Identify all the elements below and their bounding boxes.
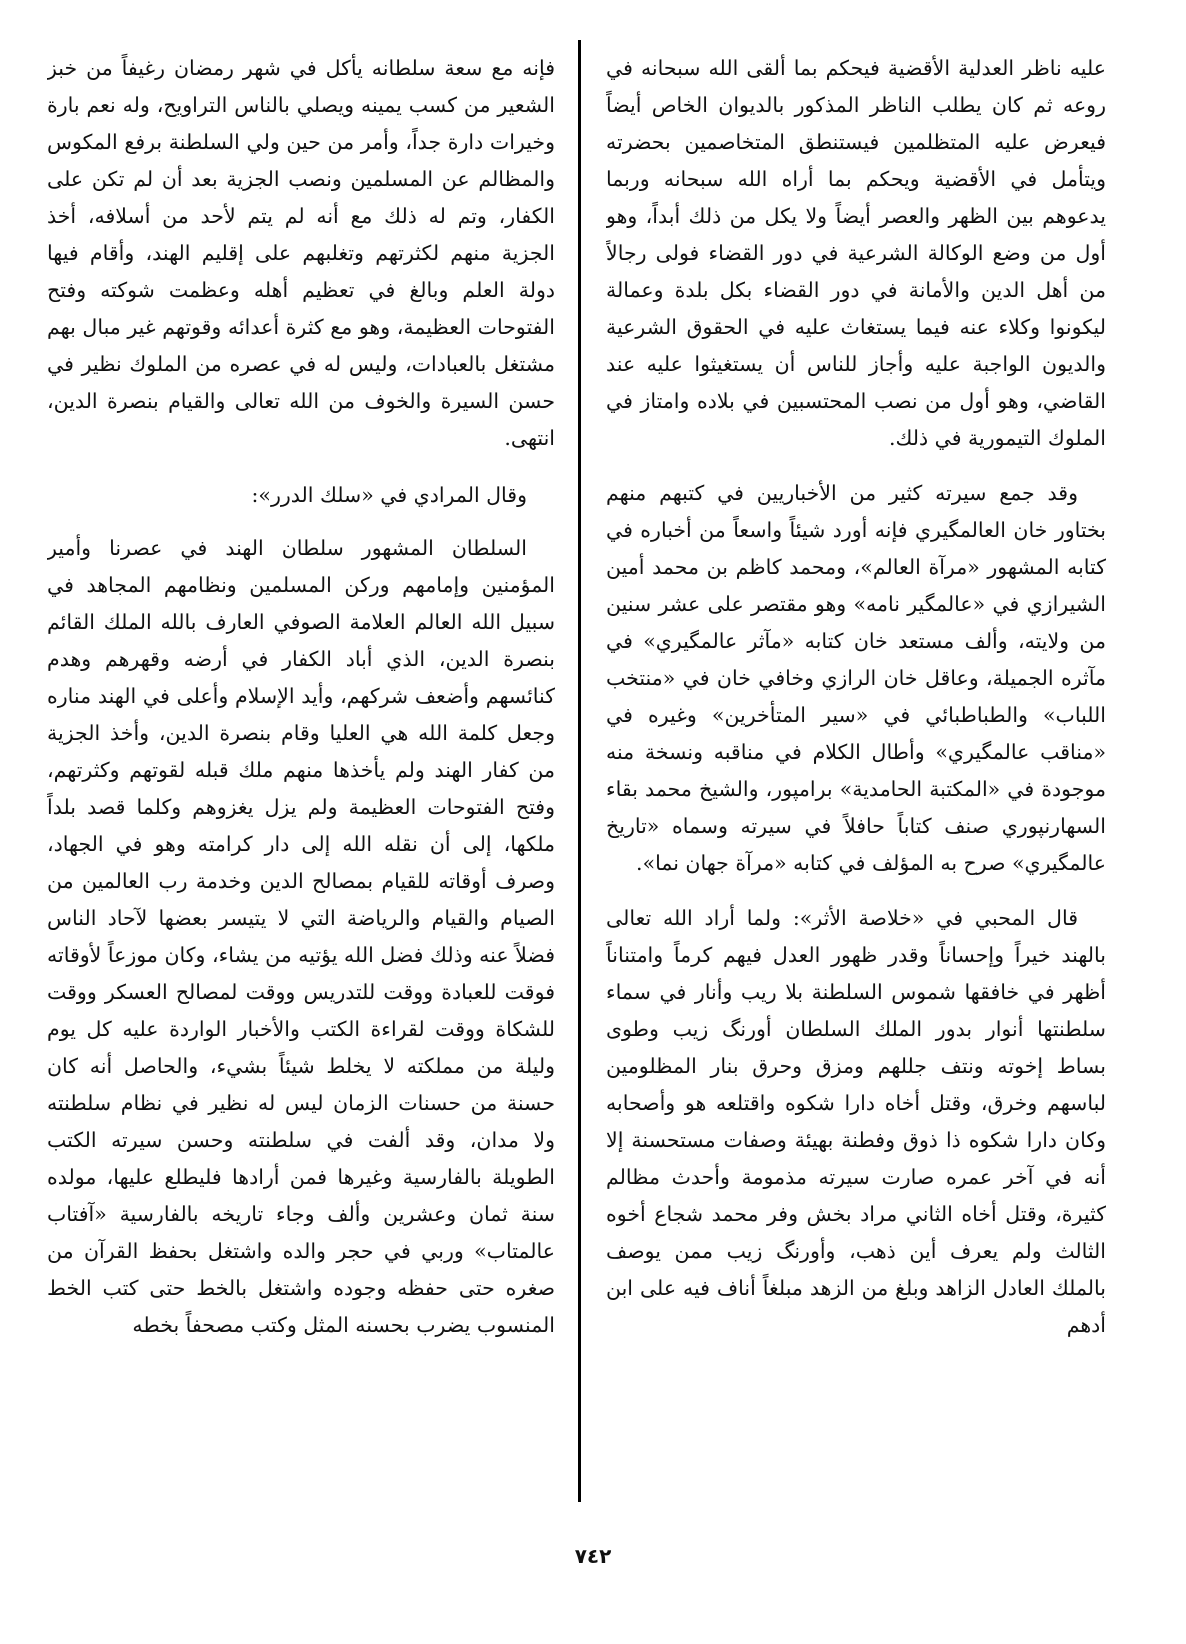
column-divider — [578, 40, 581, 1502]
right-paragraph-3: قال المحبي في «خلاصة الأثر»: ولما أراد الله تعالى بالهند خيراً وإحساناً وقدر ظهور العدل فيهم كرماً وامتناناً أظهر في خافقها شموس السلطنة بلا ريب وأنار في سماء سلطنتها أنوار بدور الملك السلطان أورنگ زيب وطوى بساط إخوته ونتف جللهم ومزق وحرق بنار المظلومين لباسهم وخرق، وقتل أخاه دارا شكوه واقتلعه هو وأصحابه وكان دارا شكوه ذا ذوق وفطنة بهيئة وصفات مستحسنة إلا أنه في آخر عمره صارت سيرته مذمومة وأحدث مظالم كثيرة، وقتل أخاه الثاني مراد بخش وفر محمد شجاع أخوه الثالث ولم يعرف أين ذهب، وأورنگ زيب ممن يوصف بالملك العادل الزاهد وبلغ من الزهد مبلغاً أناف فيه على ابن أدهم — [606, 906, 1106, 1337]
page-number: ٧٤٢ — [574, 1544, 612, 1568]
right-paragraph-1: عليه ناظر العدلية الأقضية فيحكم بما ألقى الله سبحانه في روعه ثم كان يطلب الناظر المذكور بالديوان الخاص أيضاً فيعرض عليه المتظلمين فيستنطق المتخاصمين بحضرته ويتأمل في الأقضية ويحكم بما أراه الله سبحانه وربما يدعوهم بين الظهر والعصر أيضاً ولا يكل من ذلك أبداً، وهو أول من وضع الوكالة الشرعية في دور القضاء فولى رجالاً من أهل الدين والأمانة في دور القضاء بكل بلدة وعمالة ليكونوا وكلاء عنه فيما يستغاث عليه في الحقوق الشرعية والديون الواجبة عليه وأجاز للناس أن يستغيثوا عليه عند القاضي، وهو أول من نصب المحتسبين في بلاده وامتاز في الملوك التيمورية في ذلك. — [606, 56, 1106, 450]
right-paragraph-2: وقد جمع سيرته كثير من الأخباريين في كتبهم منهم بختاور خان العالمگيري فإنه أورد شيئاً واسعاً من أخباره في كتابه المشهور «مرآة العالم»، ومحمد كاظم بن محمد أمين الشيرازي في «عالمگير نامه» وهو مقتصر على عشر سنين من ولايته، وألف مستعد خان كتابه «مآثر عالمگيري» في مآثره الجميلة، وعاقل خان الرازي وخافي خان في «منتخب اللباب» والطباطبائي في «سير المتأخرين» وغيره في «مناقب عالمگيري» وأطال الكلام في مناقبه ونسخة منه موجودة في «المكتبة الحامدية» برامپور، والشيخ محمد بقاء السهارنپوري صنف كتاباً حافلاً في سيرته وسماه «تاريخ عالمگيري» صرح به المؤلف في كتابه «مرآة جهان نما». — [606, 481, 1106, 875]
left-paragraph-1: فإنه مع سعة سلطانه يأكل في شهر رمضان رغيفاً من خبز الشعير من كسب يمينه ويصلي بالناس التراويح، وله نعم بارة وخيرات دارة جداً، وأمر من حين ولي السلطنة برفع المكوس والمظالم عن المسلمين ونصب الجزية بعد أن لم تكن على الكفار، وتم له ذلك مع أنه لم يتم لأحد من أسلافه، أخذ الجزية منهم لكثرتهم وتغلبهم على إقليم الهند، وأقام فيها دولة العلم وبالغ في تعظيم أهله وعظمت شوكته وفتح الفتوحات العظيمة، وهو مع كثرة أعدائه وقوتهم غير مبال بهم مشتغل بالعبادات، وليس له في عصره من الملوك نظير في حسن السيرة والخوف من الله تعالى والقيام بنصرة الدين، انتهى. — [47, 56, 555, 450]
left-column — [47, 50, 555, 1520]
left-paragraph-2: السلطان المشهور سلطان الهند في عصرنا وأمير المؤمنين وإمامهم وركن المسلمين ونظامهم المجاهد في سبيل الله العالم العلامة الصوفي العارف بالله الملك القائم بنصرة الدين، الذي أباد الكفار في أرضه وقهرهم وهدم كنائسهم وأضعف شركهم، وأيد الإسلام وأعلى في الهند مناره وجعل كلمة الله هي العليا وقام بنصرة الدين، وأخذ الجزية من كفار الهند ولم يأخذها منهم ملك قبله لقوتهم وكثرتهم، وفتح الفتوحات العظيمة ولم يزل يغزوهم وكلما قصد بلداً ملكها، إلى أن نقله الله إلى دار كرامته وهو في الجهاد، وصرف أوقاته للقيام بمصالح الدين وخدمة رب العالمين من الصيام والقيام والرياضة التي لا يتيسر بعضها لآحاد الناس فضلاً عنه وذلك فضل الله يؤتيه من يشاء، وكان موزعاً لأوقاته فوقت للعبادة ووقت للتدريس ووقت لمصالح العسكر ووقت للشكاة ووقت لقراءة الكتب والأخبار الواردة عليه كل يوم وليلة من مملكته لا يخلط شيئاً بشيء، والحاصل أنه كان حسنة من حسنات الزمان ليس له نظير في نظام سلطنته ولا مدان، وقد ألفت في سلطنته وحسن سيرته الكتب الطويلة بالفارسية وغيرها فمن أرادها فليطلع عليها، مولده سنة ثمان وعشرين وألف وجاء تاريخه بالفارسية «آفتاب عالمتاب» وربي في حجر والده واشتغل بحفظ القرآن من صغره حتى حفظه وجوده واشتغل بالخط حتى كتب الخط المنسوب يضرب بحسنه المثل وكتب مصحفاً بخطه — [47, 536, 555, 1337]
right-column — [606, 50, 1106, 1520]
left-quote-heading: وقال المرادي في «سلك الدرر»: — [251, 483, 527, 507]
